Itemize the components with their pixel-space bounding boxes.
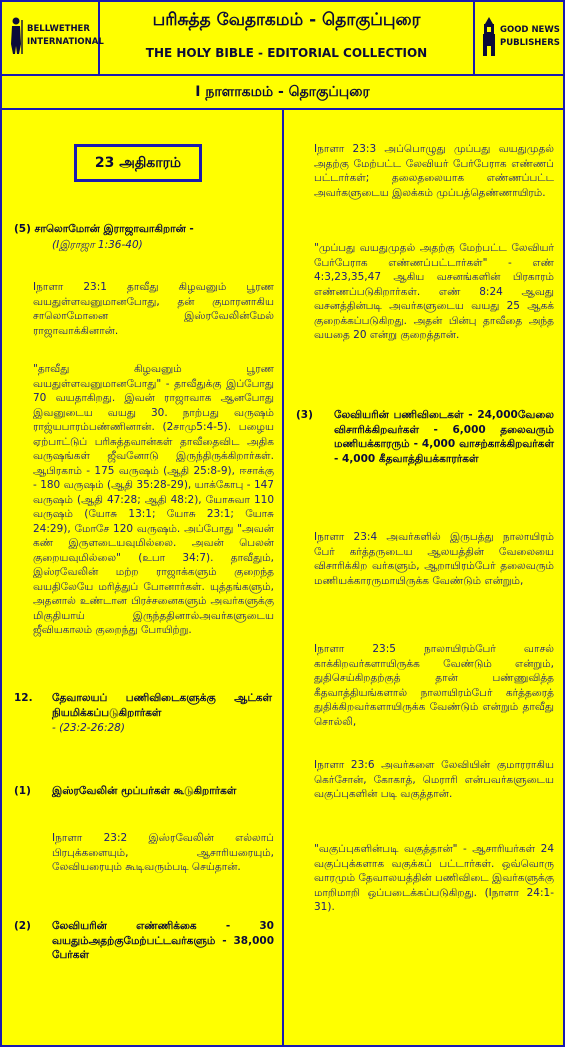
section-12-reference: - (23:2-26:28) — [52, 722, 125, 734]
verse-23-6: Iநாளா 23:6 அவர்களை லேவியின் குமாரராகிய கெர்சோன், கோகாத், மெராரி என்பவர்களுடைய வகுப்புகளின் படி வகுத்தான். — [314, 759, 554, 800]
commentary-23-1: "தாவீது கிழவனும் பூரண வயதுள்ளவனுமானபோது" - தாவீதுக்கு இப்போது 70 வயதாகிறது. இவன் ராஜாவாக ஆனபோது இவனுடைய வயது 30. நாற்பது வருஷம் ராஜ்யபாரம்பண்ணினான். (2சாமு5:4-5). பழைய ஏற்பாட்டுப் பரிசுத்தவான்கள் தாவீதைவிட அதிக வருஷங்கள் ஜீவனோடு இருந்திருக்கிறார்கள். ஆபிரகாம் - 175 வருஷம் (ஆதி 25:8-9), ஈசாக்கு - 180 வருஷம் (ஆதி 35:28-29), யாக்கோபு - 147 வருஷம் (ஆதி 47:28; ஆதி 48:2), யோசுவா 110 வருஷம் (யோசு 13:1; யோசு 23:1; யோசு 24:29), மோசே 120 வருஷம். அப்போது "அவன் கண் இருளடையவுமில்லை. அவன் பெலன் குறையவுமில்லை" (உபா 34:7). தாவீதும், இஸ்ரவேலின் மற்ற ராஜாக்களும் குறைந்த வயதிலேயே மரித்துப் போனார்கள். யுத்தங்களும், அதனால் உண்டான பிரச்சனைகளும் அவர்களுக்கு மிகுதியாய் இருந்ததினால்அவர்களுடைய ஜீவியகாலம் குறைந்து போயிற்று. — [33, 363, 274, 636]
title-english: THE HOLY BIBLE - EDITORIAL COLLECTION — [145, 46, 428, 60]
verse-23-4: Iநாளா 23:4 அவர்களில் இருபத்து நாலாயிரம் பேர் கர்த்தருடைய ஆலயத்தின் வேலையை விசாரிக்கிற வர்களும், ஆறாயிரம்பேர் தலைவரும் மணியக்காரருமாயிருக்க வேண்டும் என்றும், — [314, 531, 554, 587]
commentary-23-6: "வகுப்புகளின்படி வகுத்தான்" - ஆசாரியர்கள் 24 வகுப்புக்களாக வகுக்கப் பட்டார்கள். ஒவ்வொரு வாரமும் தேவாலயத்தின் பணிவிடை இவர்களுக்கு மாறிமாறி ஒப்படைக்கப்படுகிறது. (Iநாளா 24:1-31). — [314, 843, 554, 913]
verse-23-1: Iநாளா 23:1 தாவீது கிழவனும் பூரண வயதுள்ளவனுமானபோது, தன் குமாரனாகிய சாலொமோனை இஸ்ரவேலின்மேல் ராஜாவாக்கினான். — [33, 281, 274, 337]
chapter-heading: 23 அதிகாரம் — [74, 144, 202, 182]
section-12-number: 12. — [14, 692, 33, 704]
shepherd-icon — [8, 16, 24, 56]
title-tamil: பரிசுத்த வேதாகமம் - தொகுப்புரை — [152, 10, 421, 30]
bellwether-line1: BELLWETHER — [27, 24, 90, 34]
section-2-number: (2) — [14, 920, 31, 932]
commentary-23-3: "முப்பது வயதுமுதல் அதற்கு மேற்பட்ட லேவியர் பேர்பேராக எண்ணப்பட்டார்கள்" - எண் 4:3,23,35,47 ஆகிய வசனங்களின் பிரகாரம் எண்ணப்படுகிறார்கள். எண் 8:24 ஆவது வசனத்தின்படி அவர்களுடைய வயது 25 ஆகக் குறைக்கப்படுகிறது. அதன் பின்பு தாவீதை அந்த வயதை 20 என்று குறைத்தான். — [314, 242, 554, 341]
good-news-logo — [480, 16, 560, 58]
section-12-heading: தேவாலயப் பணிவிடைகளுக்கு ஆட்கள் நியமிக்கப்படுகிறார்கள் — [52, 692, 272, 719]
header-title-cell — [100, 2, 475, 76]
section-1-number: (1) — [14, 785, 31, 797]
verse-23-5: Iநாளா 23:5 நாலாயிரம்பேர் வாசல் காக்கிறவர்களாயிருக்க வேண்டும் என்றும், துதிசெய்கிறதற்குத் தான் பண்ணுவித்த கீதவாத்தியங்களால் நாலாயிரம்பேர் கர்த்தரைத் துதிக்கிறவர்களாயிருக்க வேண்டும் என்றும் தாவீது சொல்லி, — [314, 643, 554, 728]
verse-23-2: Iநாளா 23:2 இஸ்ரவேலின் எல்லாப் பிரபுக்களையும், ஆசாரியரையும், லேவியரையும் கூடிவரும்படி செய்தான். — [52, 832, 274, 873]
right-column — [284, 110, 563, 1045]
section-1-heading: இஸ்ரவேலின் மூப்பர்கள் கூடுகிறார்கள் — [52, 785, 237, 797]
verse-23-3: Iநாளா 23:3 அப்பொழுது முப்பது வயதுமுதல் அதற்கு மேற்பட்ட லேவியர் பேர்பேராக எண்ணப் பட்டார்கள்; தலைதலையாக எண்ணப்பட்ட அவர்களுடைய இலக்கம் முப்பத்தெண்ணாயிரம். — [314, 143, 554, 199]
good-news-line1: GOOD NEWS — [500, 25, 560, 35]
section-5-reference: (Iஇராஜா 1:36-40) — [52, 239, 143, 251]
section-3-number: (3) — [296, 409, 313, 421]
good-news-line2: PUBLISHERS — [500, 38, 560, 48]
section-2-heading: லேவியரின் எண்ணிக்கை - 30 வயதும்அதற்குமேற்பட்டவர்களும் - 38,000 பேர்கள் — [52, 920, 274, 961]
header-right-logo-cell — [475, 2, 563, 76]
bell-tower-icon — [480, 16, 498, 58]
header-left-logo-cell — [2, 2, 104, 76]
section-3-heading: லேவியரின் பணிவிடைகள் - 24,000வேலை விசாரிக்கிறவர்கள் - 6,000 தலைவரும் மணியக்காரரும் - 4,000 வாசற்காக்கிறவர்கள் - 4,000 கீதவாத்தியக்காரர்கள் — [334, 409, 554, 465]
left-column — [2, 110, 284, 1045]
bellwether-line2: INTERNATIONAL — [27, 37, 104, 47]
section-5-heading: (5) சாலொமோன் இராஜாவாகிறான் - — [14, 223, 194, 235]
bellwether-logo — [8, 16, 104, 56]
book-subtitle: I நாளாகமம் - தொகுப்புரை — [2, 76, 563, 110]
